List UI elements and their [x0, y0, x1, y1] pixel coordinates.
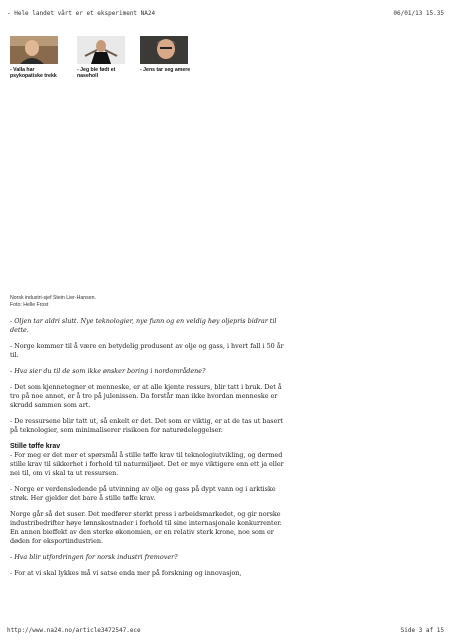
related-article[interactable]	[77, 36, 129, 79]
thumbnail-caption[interactable]: - Jeg ble født et naseholl	[77, 67, 116, 79]
thumbnail-caption[interactable]: - Valla har psykopatiske trekk	[10, 67, 57, 79]
article-paragraph: Norge går så det suser. Det medfører sterkt press i arbeidsmarkedet, og gir norske industribedrifter høye lønnskostnader i forhold til sine internasjonale konkurrenter. En annen bieffekt av den sterke økonomien, er en relativ sterk krone, noe som er døden for eksportindustrien.	[10, 510, 282, 545]
interview-question: - Hva blir utfordringen for norsk industri fremover?	[10, 553, 178, 561]
print-header-title: - Hele landet vårt er et eksperiment NA24	[7, 10, 156, 17]
article-paragraph: - Det som kjennetegner et menneske, er at alle kjente ressurs, blir tatt i bruk. Det å tro på noe annet, er å tro på julenissen. Da forstår man ikke hvordan menneske er skrudd sammen som art.	[10, 383, 282, 409]
article-paragraph: - Norge er verdensledende på utvinning av olje og gass på dypt vann og i arktiske strøk. Her gjelder det bare å stille tøffe krav.	[10, 485, 276, 502]
article-paragraph: - Oljen tar aldri slutt. Nye teknologier, nye funn og en veldig høy oljepris bidrar til dette.	[10, 317, 277, 334]
thumbnail-image[interactable]	[10, 36, 58, 64]
article-paragraph: - Norge kommer til å være en betydelig produsent av olje og gass, i hvert fall i 50 år til.	[10, 342, 284, 359]
article-paragraph: - De ressursene blir tatt ut, så enkelt er det. Det som er viktig, er at de tas ut basert på teknologier, som minimaliserer risikoen for naturødeleggelser.	[10, 417, 283, 434]
article-paragraph: - For meg er det mer et spørsmål å stille tøffe krav til teknologiutvikling, og dermed stille krav til sikkerhet i forhold til naturmiljøet. Det er mye viktigere enn ett ja eller nei til, om vi skal ta ut ressursen.	[10, 451, 284, 477]
photo-caption	[10, 295, 96, 309]
interview-question: - Hva sier du til de som ikke ønsker boring i nordområdene?	[10, 367, 206, 375]
article-subheading: Stille tøffe krav	[10, 443, 61, 450]
article-paragraph: - For at vi skal lykkes må vi satse enda mer på forskning og innovasjon,	[10, 569, 242, 577]
related-article[interactable]	[140, 36, 192, 73]
print-footer	[7, 627, 444, 634]
thumbnail-image[interactable]	[77, 36, 125, 64]
print-footer-page: Side 3 af 15	[400, 627, 444, 634]
thumbnail-image[interactable]	[140, 36, 188, 64]
print-header	[7, 10, 444, 17]
article-body	[10, 317, 285, 585]
print-footer-url: http://www.na24.no/article3472547.ece	[7, 627, 141, 634]
photo-credit-text: Foto: Helle Frost	[10, 302, 49, 308]
photo-caption-text: Norsk industri-sjef Stein Lier-Hansen.	[10, 295, 96, 301]
print-header-datetime: 06/01/13 15.35	[393, 10, 444, 17]
related-article[interactable]	[10, 36, 62, 79]
thumbnail-caption[interactable]: - Jens tar seg amere	[140, 67, 191, 73]
